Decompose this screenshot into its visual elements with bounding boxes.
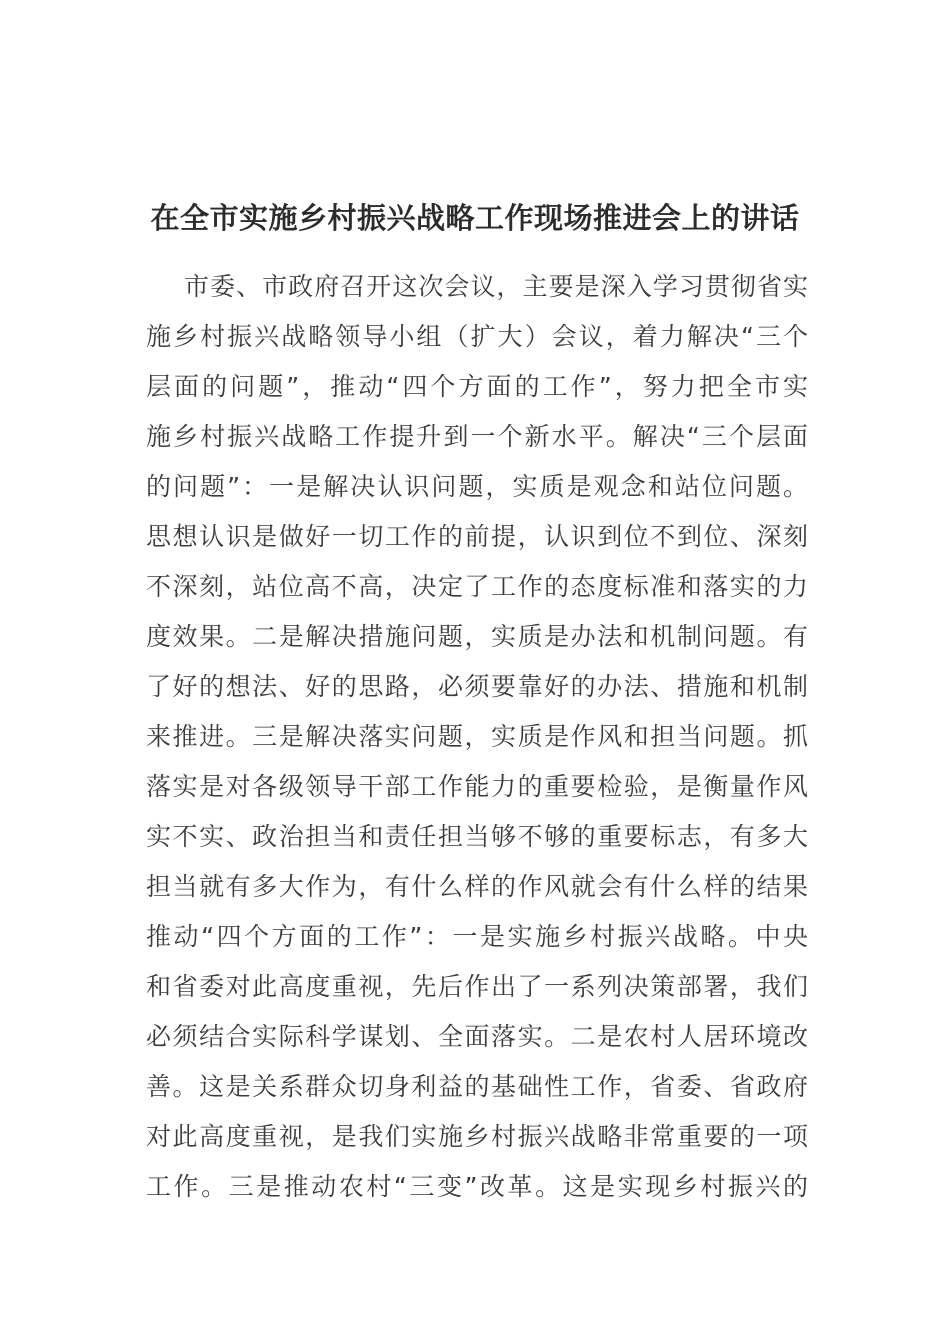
- body-line: 施乡村振兴战略领导小组（扩大）会议，着力解决“三个: [146, 322, 808, 351]
- body-line: 和省委对此高度重视，先后作出了一系列决策部署，我们: [146, 972, 808, 1001]
- body-line: 实不实、政治担当和责任担当够不够的重要标志，有多大: [146, 822, 808, 851]
- body-line: 对此高度重视，是我们实施乡村振兴战略非常重要的一项: [146, 1122, 808, 1151]
- document-title: 在全市实施乡村振兴战略工作现场推进会上的讲话: [150, 201, 800, 235]
- body-line: 落实是对各级领导干部工作能力的重要检验，是衡量作风: [146, 772, 808, 801]
- body-line: 担当就有多大作为，有什么样的作风就会有什么样的结果: [146, 872, 808, 901]
- body-line: 了好的想法、好的思路，必须要靠好的办法、措施和机制: [146, 672, 808, 701]
- body-line: 思想认识是做好一切工作的前提，认识到位不到位、深刻: [146, 522, 808, 551]
- body-line: 施乡村振兴战略工作提升到一个新水平。解决“三个层面: [146, 422, 808, 451]
- body-line: 度效果。二是解决措施问题，实质是办法和机制问题。有: [146, 622, 808, 651]
- body-line: 层面的问题”，推动“四个方面的工作”，努力把全市实: [146, 372, 808, 401]
- body-line: 不深刻，站位高不高，决定了工作的态度标准和落实的力: [146, 572, 808, 601]
- body-line: 的问题”：一是解决认识问题，实质是观念和站位问题。: [146, 472, 808, 501]
- body-line: 工作。三是推动农村“三变”改革。这是实现乡村振兴的: [146, 1172, 808, 1201]
- body-line: 市委、市政府召开这次会议，主要是深入学习贯彻省实: [184, 272, 808, 301]
- document-body: [146, 262, 808, 1212]
- body-line: 必须结合实际科学谋划、全面落实。二是农村人居环境改: [146, 1022, 808, 1051]
- body-line: 来推进。三是解决落实问题，实质是作风和担当问题。抓: [146, 722, 808, 751]
- body-line: 推动“四个方面的工作”：一是实施乡村振兴战略。中央: [146, 922, 808, 951]
- body-line: 善。这是关系群众切身利益的基础性工作，省委、省政府: [146, 1072, 808, 1101]
